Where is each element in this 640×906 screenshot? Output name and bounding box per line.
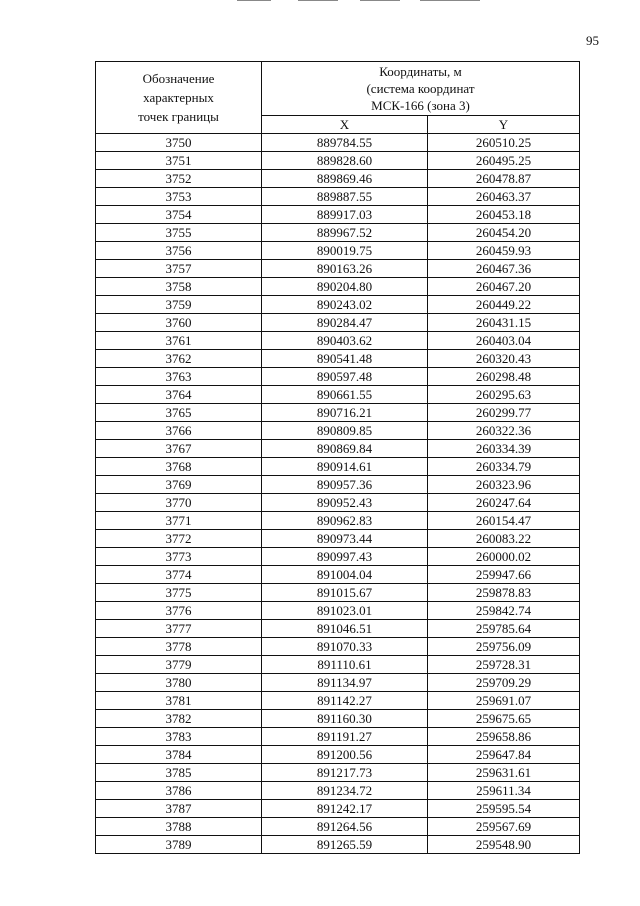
table-row xyxy=(96,530,580,548)
x-coordinate-cell: 890952.43 xyxy=(262,494,428,512)
y-coordinate-cell: 259548.90 xyxy=(428,836,580,854)
y-coordinate-cell: 259756.09 xyxy=(428,638,580,656)
x-coordinate-cell: 891191.27 xyxy=(262,728,428,746)
x-coordinate-cell: 890962.83 xyxy=(262,512,428,530)
x-coordinate-cell: 891110.61 xyxy=(262,656,428,674)
table-row xyxy=(96,278,580,296)
table-row xyxy=(96,782,580,800)
x-coordinate-cell: 891023.01 xyxy=(262,602,428,620)
table-row xyxy=(96,206,580,224)
table-row xyxy=(96,746,580,764)
table-row xyxy=(96,620,580,638)
y-coordinate-cell: 259691.07 xyxy=(428,692,580,710)
point-id-cell: 3779 xyxy=(96,656,262,674)
point-id-cell: 3784 xyxy=(96,746,262,764)
y-coordinate-cell: 260453.18 xyxy=(428,206,580,224)
y-coordinate-cell: 260510.25 xyxy=(428,134,580,152)
scan-top-rule xyxy=(360,0,400,1)
table-row xyxy=(96,548,580,566)
coordinates-header xyxy=(262,62,580,116)
point-id-cell: 3771 xyxy=(96,512,262,530)
table-row xyxy=(96,710,580,728)
table-row xyxy=(96,800,580,818)
y-coordinate-cell: 259785.64 xyxy=(428,620,580,638)
x-coordinate-cell: 890597.48 xyxy=(262,368,428,386)
point-id-cell: 3756 xyxy=(96,242,262,260)
point-id-cell: 3768 xyxy=(96,458,262,476)
x-coordinate-cell: 891217.73 xyxy=(262,764,428,782)
x-coordinate-cell: 891070.33 xyxy=(262,638,428,656)
y-coordinate-cell: 260431.15 xyxy=(428,314,580,332)
x-coordinate-cell: 891264.56 xyxy=(262,818,428,836)
y-coordinate-cell: 260247.64 xyxy=(428,494,580,512)
x-coordinate-cell: 890163.26 xyxy=(262,260,428,278)
point-id-cell: 3770 xyxy=(96,494,262,512)
point-designation-header xyxy=(96,62,262,134)
table-row xyxy=(96,692,580,710)
y-coordinate-cell: 259878.83 xyxy=(428,584,580,602)
y-coordinate-cell: 259842.74 xyxy=(428,602,580,620)
point-id-cell: 3759 xyxy=(96,296,262,314)
x-coordinate-cell: 891134.97 xyxy=(262,674,428,692)
table-row xyxy=(96,386,580,404)
table-row xyxy=(96,440,580,458)
x-coordinate-cell: 891242.17 xyxy=(262,800,428,818)
point-id-cell: 3754 xyxy=(96,206,262,224)
y-coordinate-cell: 260295.63 xyxy=(428,386,580,404)
table-row xyxy=(96,422,580,440)
point-id-cell: 3758 xyxy=(96,278,262,296)
y-coordinate-cell: 260403.04 xyxy=(428,332,580,350)
point-id-cell: 3769 xyxy=(96,476,262,494)
y-coordinate-cell: 260334.79 xyxy=(428,458,580,476)
y-coordinate-cell: 260334.39 xyxy=(428,440,580,458)
x-coordinate-cell: 890957.36 xyxy=(262,476,428,494)
table-row xyxy=(96,494,580,512)
scan-top-rule xyxy=(237,0,271,1)
x-coordinate-cell: 890403.62 xyxy=(262,332,428,350)
y-coordinate-cell: 260449.22 xyxy=(428,296,580,314)
point-id-cell: 3753 xyxy=(96,188,262,206)
table-row xyxy=(96,836,580,854)
table-row xyxy=(96,224,580,242)
point-id-cell: 3777 xyxy=(96,620,262,638)
x-coordinate-cell: 889828.60 xyxy=(262,152,428,170)
y-coordinate-cell: 259709.29 xyxy=(428,674,580,692)
point-id-cell: 3762 xyxy=(96,350,262,368)
point-id-cell: 3773 xyxy=(96,548,262,566)
x-coordinate-cell: 889869.46 xyxy=(262,170,428,188)
coordinates-table xyxy=(95,61,580,854)
table-row xyxy=(96,512,580,530)
table-row xyxy=(96,152,580,170)
y-coordinate-cell: 260322.36 xyxy=(428,422,580,440)
y-coordinate-cell: 260495.25 xyxy=(428,152,580,170)
scan-top-rule xyxy=(420,0,480,1)
table-row xyxy=(96,764,580,782)
point-id-cell: 3788 xyxy=(96,818,262,836)
table-header xyxy=(96,62,580,134)
point-id-cell: 3750 xyxy=(96,134,262,152)
point-id-cell: 3772 xyxy=(96,530,262,548)
y-column-header: Y xyxy=(428,116,580,134)
table-row xyxy=(96,602,580,620)
x-coordinate-cell: 890809.85 xyxy=(262,422,428,440)
x-coordinate-cell: 890914.61 xyxy=(262,458,428,476)
point-id-cell: 3789 xyxy=(96,836,262,854)
y-coordinate-cell: 260000.02 xyxy=(428,548,580,566)
y-coordinate-cell: 260467.36 xyxy=(428,260,580,278)
y-coordinate-cell: 259658.86 xyxy=(428,728,580,746)
point-id-cell: 3776 xyxy=(96,602,262,620)
y-coordinate-cell: 260459.93 xyxy=(428,242,580,260)
x-coordinate-cell: 890019.75 xyxy=(262,242,428,260)
table-row xyxy=(96,728,580,746)
x-coordinate-cell: 891015.67 xyxy=(262,584,428,602)
x-coordinate-cell: 891004.04 xyxy=(262,566,428,584)
point-id-cell: 3761 xyxy=(96,332,262,350)
point-id-cell: 3767 xyxy=(96,440,262,458)
point-id-cell: 3786 xyxy=(96,782,262,800)
x-coordinate-cell: 890973.44 xyxy=(262,530,428,548)
y-coordinate-cell: 260463.37 xyxy=(428,188,580,206)
x-coordinate-cell: 889917.03 xyxy=(262,206,428,224)
point-id-cell: 3785 xyxy=(96,764,262,782)
y-coordinate-cell: 260323.96 xyxy=(428,476,580,494)
point-id-cell: 3787 xyxy=(96,800,262,818)
x-coordinate-cell: 890243.02 xyxy=(262,296,428,314)
y-coordinate-cell: 260467.20 xyxy=(428,278,580,296)
point-id-cell: 3783 xyxy=(96,728,262,746)
point-designation-header-text: Обозначение характерных точек границы xyxy=(138,71,219,124)
scan-top-rule xyxy=(298,0,338,1)
point-id-cell: 3760 xyxy=(96,314,262,332)
table-row xyxy=(96,476,580,494)
table-row xyxy=(96,458,580,476)
point-id-cell: 3755 xyxy=(96,224,262,242)
table-row xyxy=(96,566,580,584)
y-coordinate-cell: 260298.48 xyxy=(428,368,580,386)
y-coordinate-cell: 260320.43 xyxy=(428,350,580,368)
point-id-cell: 3751 xyxy=(96,152,262,170)
table-row xyxy=(96,368,580,386)
x-coordinate-cell: 891234.72 xyxy=(262,782,428,800)
point-id-cell: 3752 xyxy=(96,170,262,188)
x-coordinate-cell: 891160.30 xyxy=(262,710,428,728)
y-coordinate-cell: 259728.31 xyxy=(428,656,580,674)
table-row xyxy=(96,656,580,674)
y-coordinate-cell: 260478.87 xyxy=(428,170,580,188)
point-id-cell: 3765 xyxy=(96,404,262,422)
y-coordinate-cell: 259595.54 xyxy=(428,800,580,818)
x-coordinate-cell: 890204.80 xyxy=(262,278,428,296)
table-row xyxy=(96,242,580,260)
table-row xyxy=(96,350,580,368)
point-id-cell: 3766 xyxy=(96,422,262,440)
table-body xyxy=(96,134,580,854)
point-id-cell: 3774 xyxy=(96,566,262,584)
table-row xyxy=(96,314,580,332)
y-coordinate-cell: 259947.66 xyxy=(428,566,580,584)
page-number: 95 xyxy=(586,33,599,48)
point-id-cell: 3763 xyxy=(96,368,262,386)
y-coordinate-cell: 259675.65 xyxy=(428,710,580,728)
point-id-cell: 3782 xyxy=(96,710,262,728)
x-coordinate-cell: 889887.55 xyxy=(262,188,428,206)
x-coordinate-cell: 891200.56 xyxy=(262,746,428,764)
y-coordinate-cell: 260454.20 xyxy=(428,224,580,242)
table-row xyxy=(96,674,580,692)
table-row xyxy=(96,584,580,602)
table-row xyxy=(96,818,580,836)
table-row xyxy=(96,404,580,422)
y-coordinate-cell: 259631.61 xyxy=(428,764,580,782)
x-column-header: X xyxy=(262,116,428,134)
table-row xyxy=(96,260,580,278)
x-coordinate-cell: 889784.55 xyxy=(262,134,428,152)
x-coordinate-cell: 891265.59 xyxy=(262,836,428,854)
table-row xyxy=(96,332,580,350)
x-coordinate-cell: 890869.84 xyxy=(262,440,428,458)
point-id-cell: 3778 xyxy=(96,638,262,656)
x-coordinate-cell: 889967.52 xyxy=(262,224,428,242)
point-id-cell: 3780 xyxy=(96,674,262,692)
x-coordinate-cell: 890716.21 xyxy=(262,404,428,422)
x-coordinate-cell: 890284.47 xyxy=(262,314,428,332)
y-coordinate-cell: 259611.34 xyxy=(428,782,580,800)
y-coordinate-cell: 259647.84 xyxy=(428,746,580,764)
table-row xyxy=(96,296,580,314)
x-coordinate-cell: 891046.51 xyxy=(262,620,428,638)
x-coordinate-cell: 890997.43 xyxy=(262,548,428,566)
y-coordinate-cell: 260154.47 xyxy=(428,512,580,530)
table-row xyxy=(96,188,580,206)
x-coordinate-cell: 891142.27 xyxy=(262,692,428,710)
point-id-cell: 3775 xyxy=(96,584,262,602)
x-coordinate-cell: 890541.48 xyxy=(262,350,428,368)
y-coordinate-cell: 260083.22 xyxy=(428,530,580,548)
x-coordinate-cell: 890661.55 xyxy=(262,386,428,404)
point-id-cell: 3757 xyxy=(96,260,262,278)
point-id-cell: 3781 xyxy=(96,692,262,710)
y-coordinate-cell: 260299.77 xyxy=(428,404,580,422)
table-row xyxy=(96,134,580,152)
coordinates-header-text: Координаты, м (система координат МСК-166 (зона 3) xyxy=(366,64,475,113)
point-id-cell: 3764 xyxy=(96,386,262,404)
y-coordinate-cell: 259567.69 xyxy=(428,818,580,836)
table-row xyxy=(96,638,580,656)
table-row xyxy=(96,170,580,188)
